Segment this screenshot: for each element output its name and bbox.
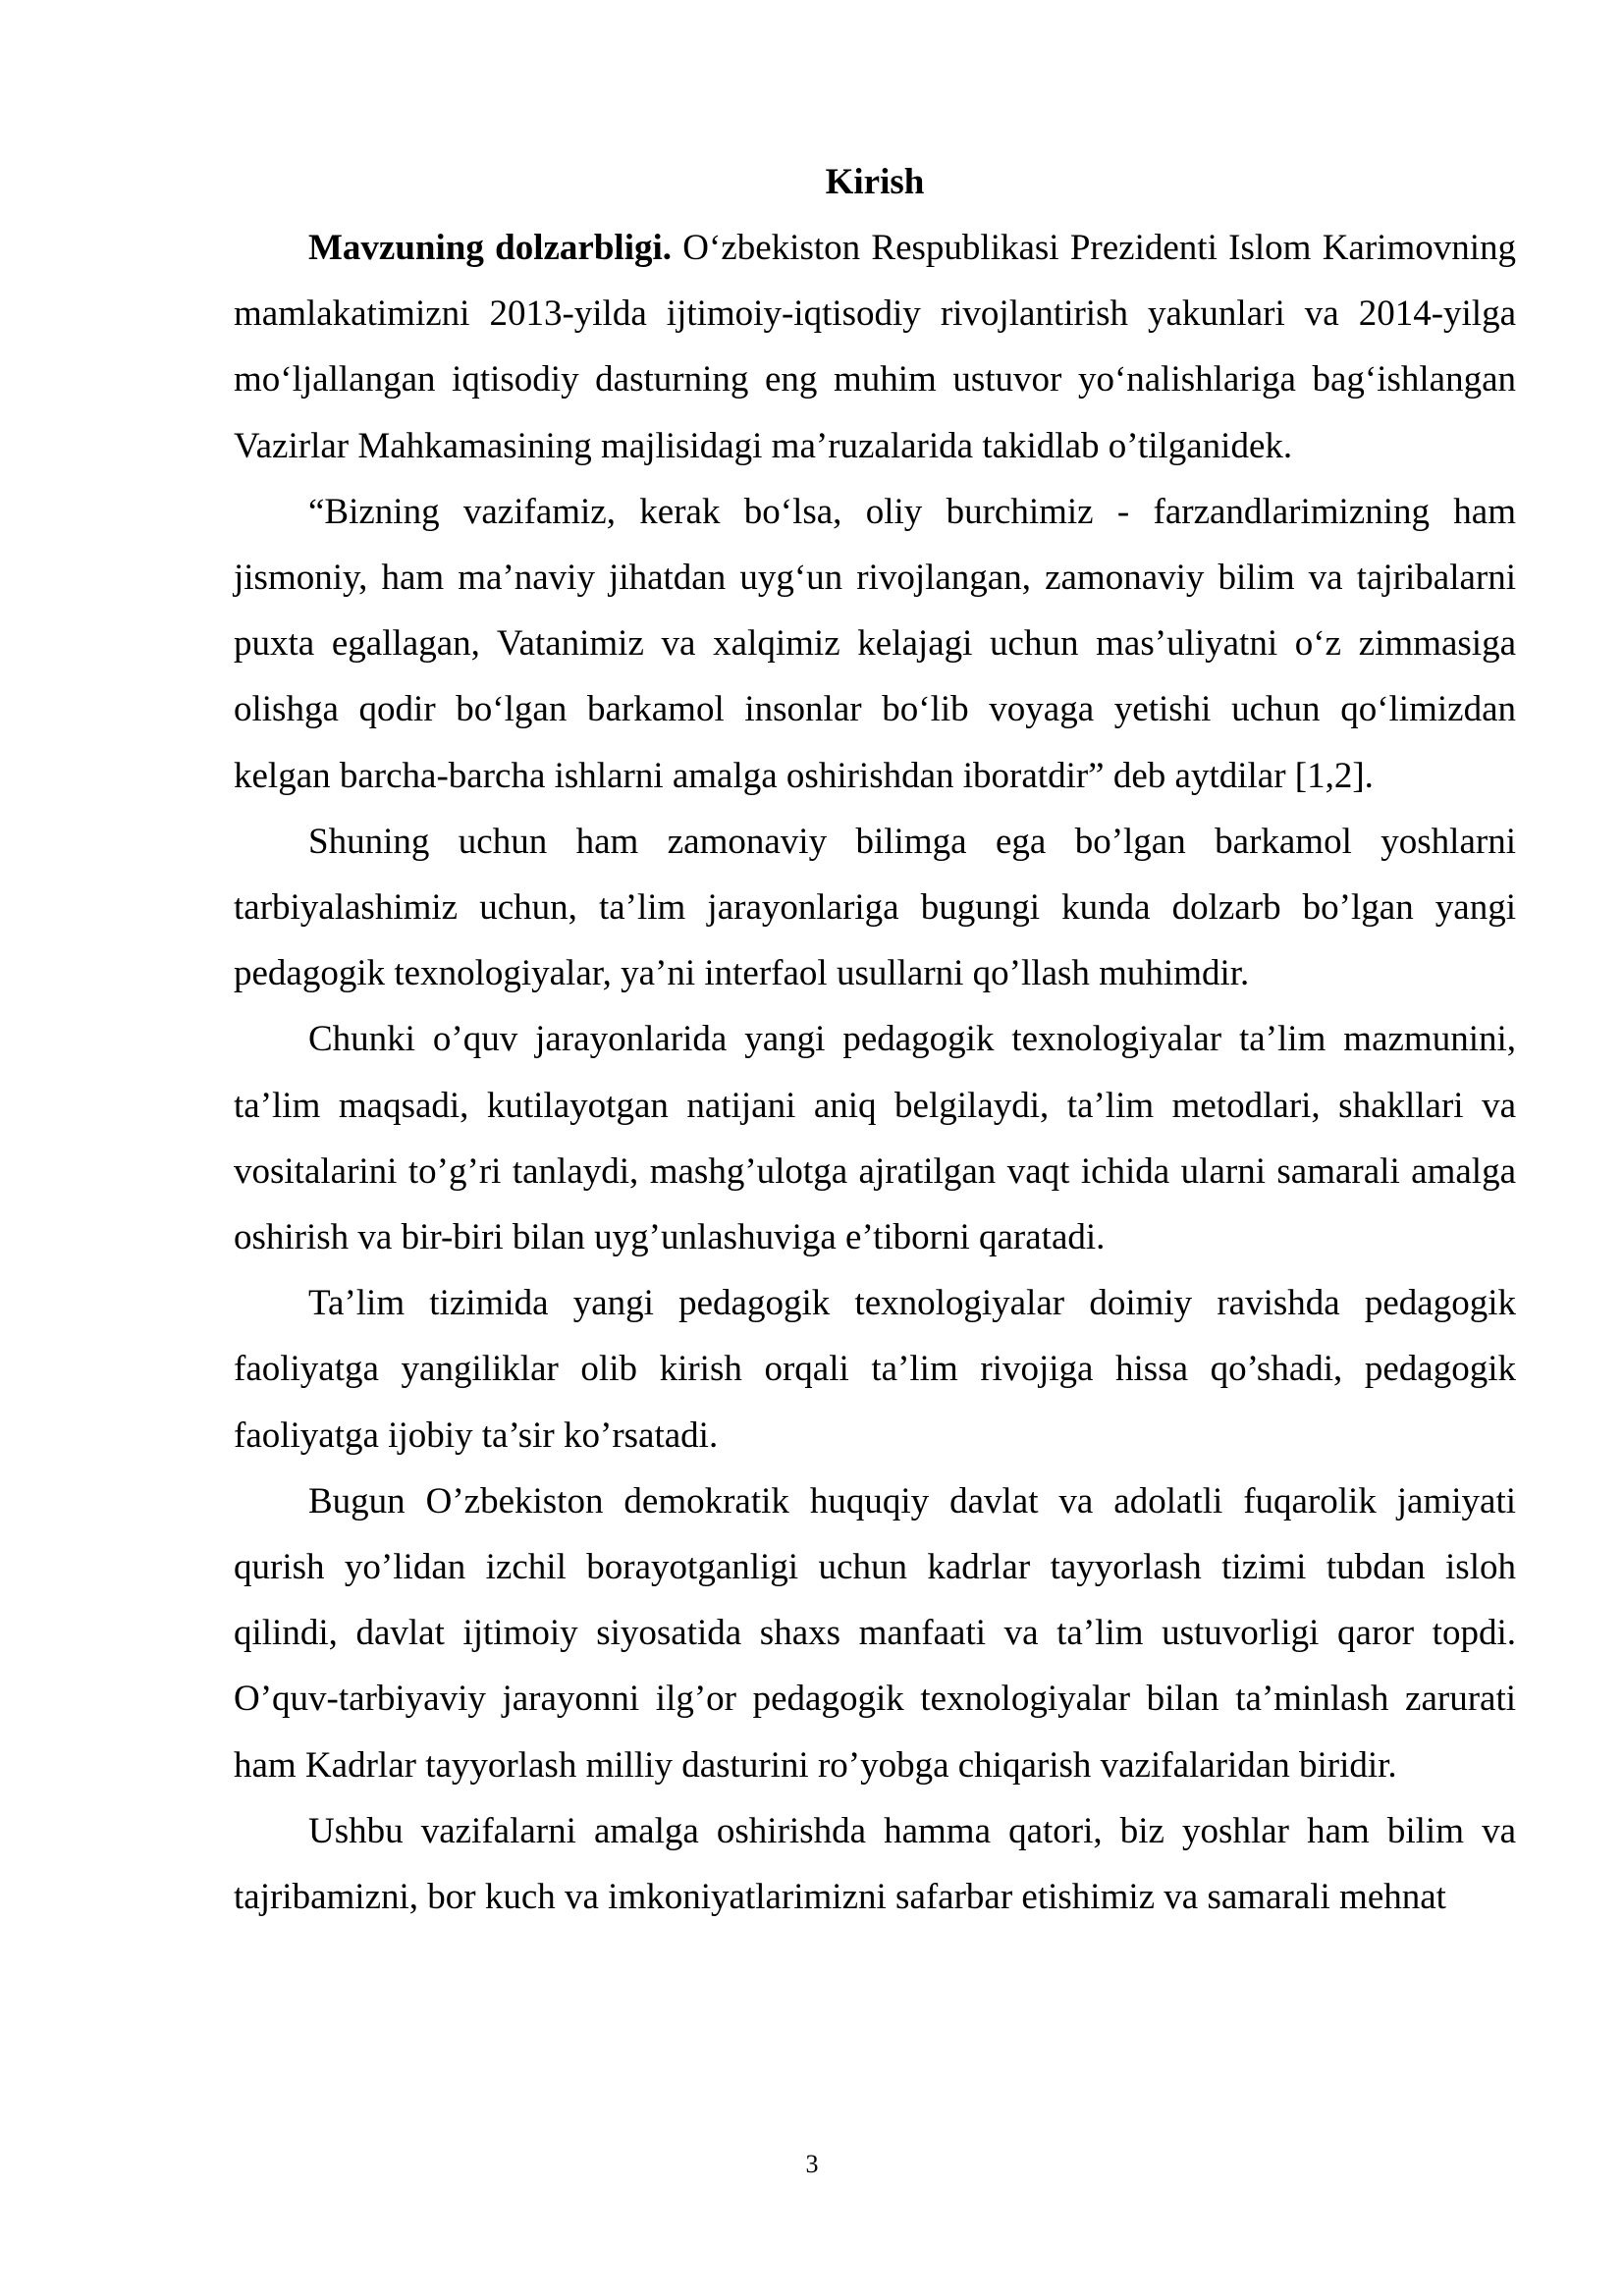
- intro-paragraph: [234, 215, 1516, 479]
- intro-lead: Mavzuning dolzarbligi.: [308, 228, 673, 268]
- page-body: [234, 149, 1516, 1930]
- section-heading: Kirish: [825, 162, 925, 202]
- paragraph-6: Ushbu vazifalarni amalga oshirishda hamma qatori, biz yoshlar ham bilim va tajribamizni, bor kuch va imkoniyatlarimizni safarbar etishimiz va samarali mehnat: [234, 1810, 1516, 1918]
- intro-text: O‘zbekiston Respublikasi Prezidenti Islom Karimovning mamlakatimizni 2013-yilda ijtimoiy-iqtisodiy rivojlantirish yakunlari va 2014-yilga mo‘ljallangan iqtisodiy dasturning eng muhim ustuvor yo‘nalishlariga bag‘ishlangan Vazirlar Mahkamasining majlisidagi ma’ruzalarida takidlab o’tilganidek.: [234, 228, 1517, 466]
- paragraph-5: Bugun O’zbekiston demokratik huquqiy davlat va adolatli fuqarolik jamiyati qurish yo’lidan izchil borayotganligi uchun kadrlar tayyorlash tizimi tubdan isloh qilindi, davlat ijtimoiy siyosatida shaxs manfaati va ta’lim ustuvorligi qaror topdi. O’quv-tarbiyaviy jarayonni ilg’or pedagogik texnologiyalar bilan ta’minlash zarurati ham Kadrlar tayyorlash milliy dasturini ro’yobga chiqarish vazifalaridan biridir.: [234, 1480, 1516, 1786]
- page-number: 3: [805, 2150, 819, 2178]
- paragraph-2: Shuning uchun ham zamonaviy bilimga ega bo’lgan barkamol yoshlarni tarbiyalashimiz uchun, ta’lim jarayonlariga bugungi kunda dolzarb bo’lgan yangi pedagogik texnologiyalar, ya’ni interfaol usullarni qo’llash muhimdir.: [234, 821, 1516, 994]
- paragraph-3: Chunki o’quv jarayonlarida yangi pedagogik texnologiyalar ta’lim mazmunini, ta’lim maqsadi, kutilayotgan natijani aniq belgilaydi, ta’lim metodlari, shakllari va vositalarini to’g’ri tanlaydi, mashg’ulotga ajratilgan vaqt ichida ularni samarali amalga oshirish va bir-biri bilan uyg’unlashuviga e’tiborni qaratadi.: [234, 1019, 1516, 1258]
- paragraph-4: Ta’lim tizimida yangi pedagogik texnologiyalar doimiy ravishda pedagogik faoliyatga yangiliklar olib kirish orqali ta’lim rivojiga hissa qo’shadi, pedagogik faoliyatga ijobiy ta’sir ko’rsatadi.: [234, 1283, 1516, 1456]
- paragraph-quote: “Bizning vazifamiz, kerak bo‘lsa, oliy burchimiz - farzandlarimizning ham jismoniy, ham ma’naviy jihatdan uyg‘un rivojlangan, zamonaviy bilim va tajribalarni puxta egallagan, Vatanimiz va xalqimiz kelajagi uchun mas’uliyatni o‘z zimmasiga olishga qodir bo‘lgan barkamol insonlar bo‘lib voyaga yetishi uchun qo‘limizdan kelgan barcha-barcha ishlarni amalga oshirishdan iboratdir” deb aytdilar [1,2].: [234, 491, 1516, 796]
